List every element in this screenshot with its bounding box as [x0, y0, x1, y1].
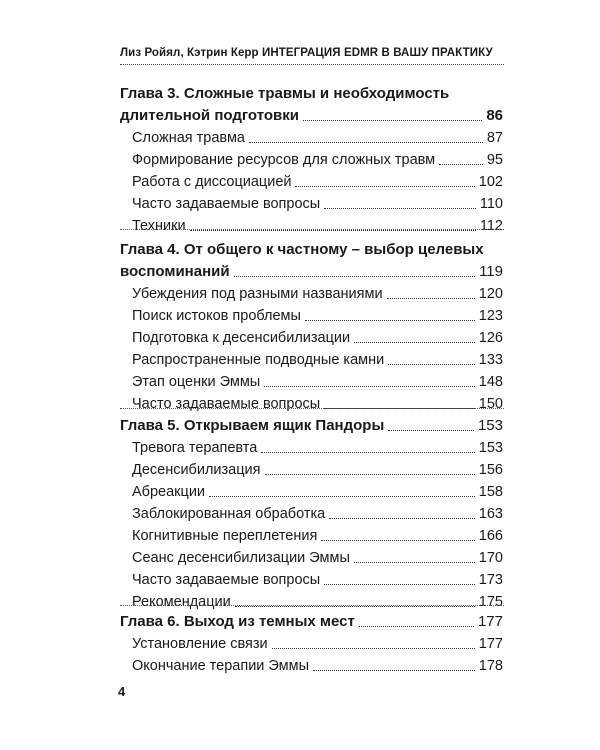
chapter-title-line2: длительной подготовки: [120, 107, 299, 124]
page-number: 178: [478, 658, 503, 674]
page-number: 148: [478, 374, 503, 390]
entry-label: Заблокированная обработка: [132, 506, 326, 522]
toc-entry: [120, 524, 503, 546]
page-number: 150: [478, 396, 503, 412]
chapter-3: [120, 84, 503, 236]
dot-leader: [388, 364, 475, 365]
entry-label: Десенсибилизация: [132, 462, 261, 478]
page-number: 173: [478, 572, 503, 588]
dot-leader: [305, 320, 475, 321]
dot-leader: [209, 496, 475, 497]
page-number: 133: [478, 352, 503, 368]
dot-leader: [264, 386, 475, 387]
entry-label: Этап оценки Эммы: [132, 374, 261, 390]
entry-label: Часто задаваемые вопросы: [132, 196, 321, 212]
chapter-separator: [120, 605, 504, 606]
toc-entry: [120, 632, 503, 654]
toc-entry: [120, 546, 503, 568]
chapter-title: Глава 4. От общего к частному – выбор целевых: [120, 241, 484, 258]
page-number: 166: [478, 528, 503, 544]
page-number: 119: [479, 263, 503, 280]
toc-entry: [120, 502, 503, 524]
page-number: 123: [478, 308, 503, 324]
page-number: 120: [478, 286, 503, 302]
dot-leader: [359, 626, 474, 627]
toc-entry: [120, 326, 503, 348]
dot-leader: [313, 670, 475, 671]
dot-leader: [324, 584, 475, 585]
toc-entry: [120, 170, 503, 192]
dot-leader: [249, 142, 483, 143]
page-number: 170: [478, 550, 503, 566]
entry-label: Поиск истоков проблемы: [132, 308, 301, 324]
dot-leader: [272, 648, 475, 649]
entry-label: Часто задаваемые вопросы: [132, 572, 321, 588]
toc-entry: [120, 392, 503, 414]
chapter-separator: [120, 408, 504, 409]
dot-leader: [235, 606, 475, 607]
page-number: 126: [478, 330, 503, 346]
entry-label: Распространенные подводные камни: [132, 352, 385, 368]
toc-entry: [120, 192, 503, 214]
toc-entry: [120, 568, 503, 590]
entry-label: Абреакции: [132, 484, 206, 500]
page-number: 153: [478, 440, 503, 456]
dot-leader: [388, 430, 474, 431]
toc-entry: [120, 348, 503, 370]
toc-entry: [120, 214, 503, 236]
toc-entry: [120, 480, 503, 502]
chapter-title: Глава 5. Открываем ящик Пандоры: [120, 417, 385, 434]
chapter-separator: [120, 229, 504, 230]
toc-entry: [120, 458, 503, 480]
dot-leader: [329, 518, 475, 519]
page-number: 163: [478, 506, 503, 522]
running-head: Лиз Ройял, Кэтрин Керр ИНТЕГРАЦИЯ EDMR В ВАШУ ПРАКТИКУ: [120, 47, 493, 59]
page-number: 153: [477, 417, 503, 434]
chapter-title: Глава 3. Сложные травмы и необходимость: [120, 85, 450, 102]
chapter-title-entry: [120, 260, 503, 282]
dot-leader: [324, 208, 476, 209]
entry-label: Окончание терапии Эммы: [132, 658, 310, 674]
page-number: 110: [479, 196, 503, 212]
entry-label: Подготовка к десенсибилизации: [132, 330, 351, 346]
page-number: 95: [486, 152, 503, 168]
toc-entry: [120, 126, 503, 148]
entry-label: Работа с диссоциацией: [132, 174, 292, 190]
dot-leader: [234, 276, 476, 277]
dot-leader: [303, 120, 482, 121]
toc-entry: [120, 370, 503, 392]
dot-leader: [261, 452, 474, 453]
chapter-title-entry: [120, 414, 503, 436]
toc-entry: [120, 436, 503, 458]
page-number: 112: [479, 218, 503, 234]
dot-leader: [295, 186, 474, 187]
dot-leader: [354, 342, 475, 343]
toc-entry: [120, 282, 503, 304]
entry-label: Когнитивные переплетения: [132, 528, 318, 544]
page-folio: 4: [118, 684, 126, 699]
page-number: 177: [478, 636, 503, 652]
chapter-title-line2: воспоминаний: [120, 263, 230, 280]
dot-leader: [439, 164, 483, 165]
chapter-title-entry: [120, 104, 503, 126]
running-head-rule: [120, 64, 504, 65]
entry-label: Сеанс десенсибилизации Эммы: [132, 550, 350, 566]
page-number: 156: [478, 462, 503, 478]
page-number: 86: [486, 107, 503, 124]
chapter-6: [120, 610, 503, 676]
entry-label: Рекомендации: [132, 594, 231, 610]
entry-label: Убеждения под разными названиями: [132, 286, 383, 302]
dot-leader: [190, 230, 476, 231]
dot-leader: [321, 540, 474, 541]
dot-leader: [387, 298, 475, 299]
toc-entry: [120, 590, 503, 612]
toc-entry: [120, 148, 503, 170]
dot-leader: [354, 562, 475, 563]
page-number: 175: [478, 594, 503, 610]
chapter-4: [120, 240, 503, 414]
toc-entry: [120, 304, 503, 326]
chapter-title-entry: [120, 610, 503, 632]
entry-label: Техники: [132, 218, 186, 234]
entry-label: Сложная травма: [132, 130, 245, 146]
toc-entry: [120, 654, 503, 676]
page-number: 102: [478, 174, 503, 190]
chapter-title: Глава 6. Выход из темных мест: [120, 613, 355, 630]
page-number: 158: [478, 484, 503, 500]
entry-label: Формирование ресурсов для сложных травм: [132, 152, 436, 168]
page-number: 87: [486, 130, 503, 146]
entry-label: Тревога терапевта: [132, 440, 258, 456]
entry-label: Часто задаваемые вопросы: [132, 396, 321, 412]
dot-leader: [265, 474, 475, 475]
chapter-5: [120, 414, 503, 612]
entry-label: Установление связи: [132, 636, 268, 652]
page-number: 177: [477, 613, 503, 630]
